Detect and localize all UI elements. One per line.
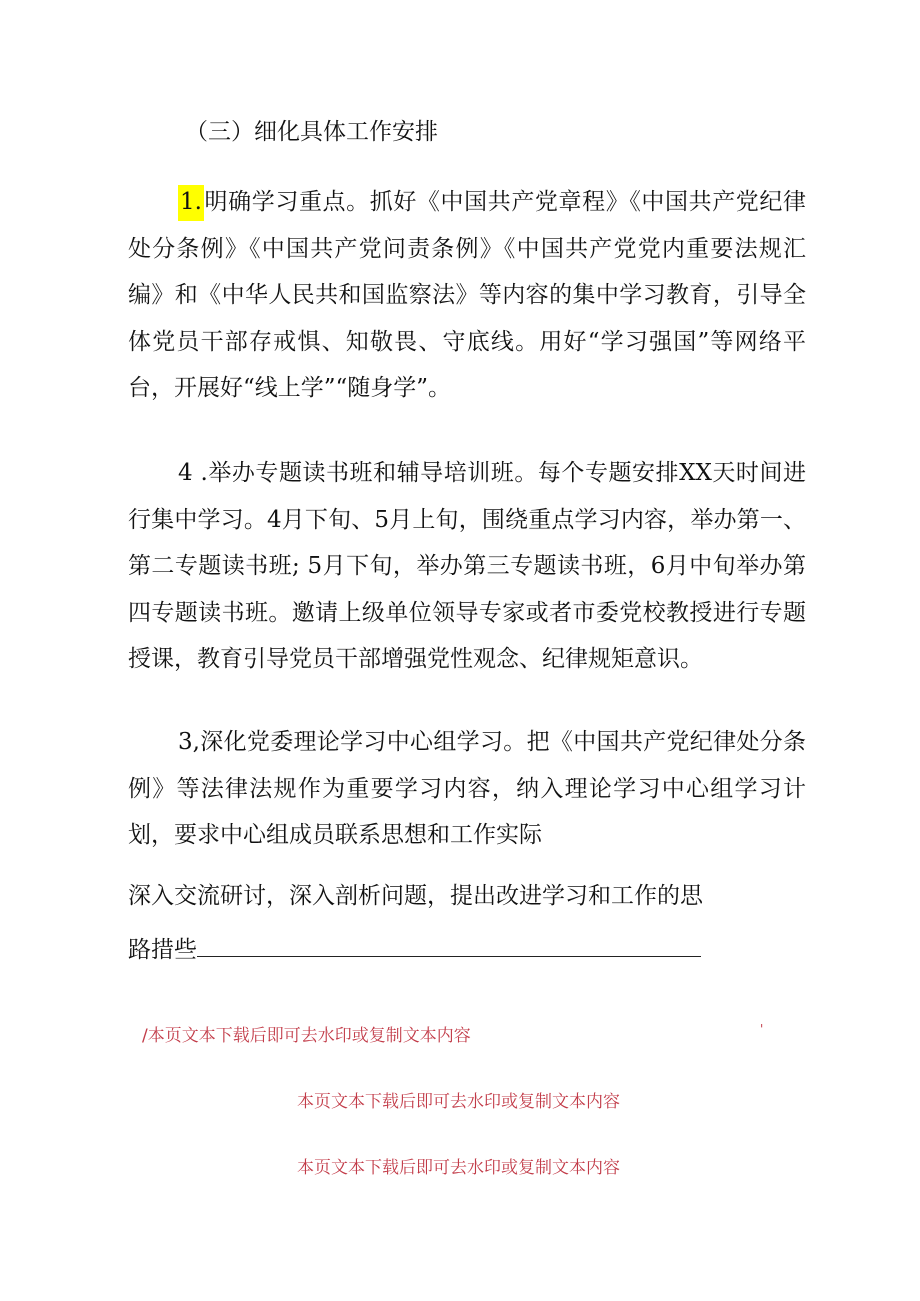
paragraph-text: 明确学习重点。抓好《中国共产党章程》《中国共产党纪律处分条例》《中国共产党问责条例》《中国共产党党内重要法规汇编》和《中华人民共和国监察法》等内容的集中学习教育，引导全体党员干部存戒惧、知敬畏、守底线。用好“学习强国”等网络平台，开展好“线上学”“随身学”。	[128, 189, 806, 401]
paragraph-item-2	[128, 450, 806, 683]
stray-mark: '	[760, 1022, 764, 1036]
watermark-notice-3: 本页文本下载后即可去水印或复制文本内容	[297, 1158, 620, 1178]
continuation-line-1: 深入交流研讨，深入剖析问题，提出改进学习和工作的思	[128, 883, 703, 909]
item-number: 3,	[178, 729, 200, 755]
continuation-text: 路措些	[128, 937, 197, 963]
item-number: 4 .	[178, 460, 208, 486]
highlighted-item-number: 1.	[178, 185, 204, 221]
watermark-notice-1: /本页文本下载后即可去水印或复制文本内容	[142, 1026, 471, 1046]
watermark-notice-2: 本页文本下载后即可去水印或复制文本内容	[297, 1092, 620, 1112]
section-heading: （三）细化具体工作安排	[185, 119, 438, 145]
paragraph-text: 深化党委理论学习中心组学习。把《中国共产党纪律处分条例》等法律法规作为重要学习内容，纳入理论学习中心组学习计划，要求中心组成员联系思想和工作实际	[128, 729, 806, 848]
paragraph-text: 举办专题读书班和辅导培训班。每个专题安排XX天时间进行集中学习。4月下旬、5月上旬，围绕重点学习内容，举办第一、第二专题读书班; 5月下旬，举办第三专题读书班，6月中旬举办第四专题读书班。邀请上级单位领导专家或者市委党校教授进行专题授课，教育引导党员干部增强党性观念、纪律规矩意识。	[128, 460, 806, 672]
continuation-line-2	[128, 930, 701, 970]
fill-in-blank-line	[197, 930, 701, 957]
paragraph-item-1	[128, 179, 806, 412]
paragraph-item-3	[128, 719, 806, 859]
